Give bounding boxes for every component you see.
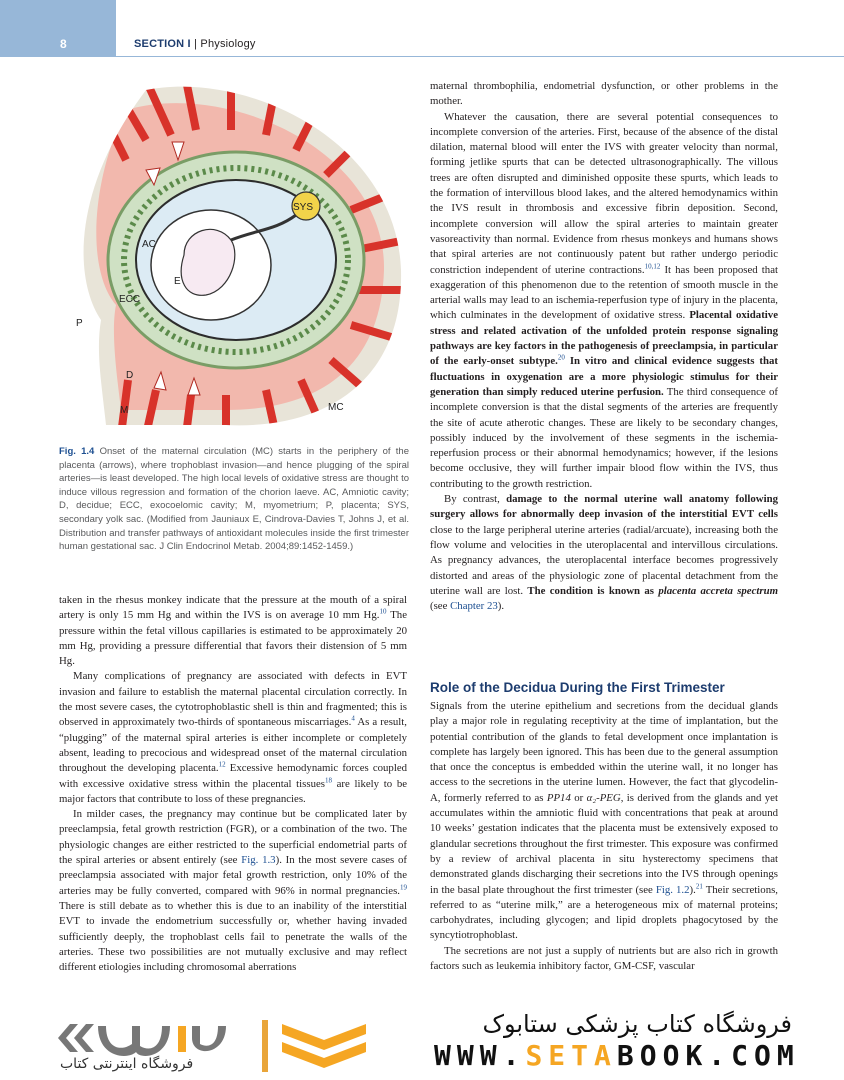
text: taken in the rhesus monkey indicate that the pressure at the mouth of a spiral artery is only 15 mm Hg and within the IVS is on average 10 mm Hg. — [59, 594, 407, 622]
paragraph — [59, 669, 407, 807]
text: , is derived from the glands and yet accumulates within the amniotic fluid with concentrations that peak at around 10 weeks’ gestation indicates that the placenta must be extensively exposed to glandular secretions throughout the first trimester. This exposure was confirmed by a review of archival placenta in situ hysterectomy specimens that demonstrated glands discharging their secretions into the IVS through openings in the basal plate throughout the first trimester (see — [430, 791, 778, 896]
label-d: D — [126, 370, 134, 381]
text: (see — [430, 600, 451, 613]
text: Their secretions, referred to as “uterine milk,” are a heterogeneous mix of maternal proteins; carbohydrates, including glycogen; and lipid droplets phagocytosed by the syncytiotrophoblast. — [430, 883, 778, 942]
label-sys: SYS — [293, 202, 314, 213]
section-separator: | — [194, 38, 198, 50]
figure-caption — [59, 445, 409, 554]
paragraph — [59, 807, 407, 975]
paragraph — [430, 944, 778, 975]
text: are likely to be major factors that contribute to loss of these pregnancies. — [59, 777, 407, 805]
url-part: BOOK.COM — [616, 1039, 800, 1072]
right-column-top — [430, 79, 778, 614]
figure-link[interactable]: Fig. 1.2 — [655, 883, 690, 896]
paragraph — [430, 110, 778, 492]
citation[interactable]: 18 — [324, 775, 332, 784]
left-column — [59, 593, 407, 998]
label-ac: AC — [142, 239, 156, 250]
citation[interactable]: 10,12 — [644, 261, 661, 270]
bold-text: In vitro and clinical evidence suggests that fluctuations in oxygenation are a more physiologic stimulus for their generation than simply reduced uterine perfusion. — [430, 355, 778, 398]
right-column-bottom — [430, 699, 778, 996]
text: maternal thrombophilia, endometrial dysfunction, or other problems in the mother. — [430, 80, 778, 108]
bold-italic-text: placenta accreta spectrum — [658, 584, 778, 597]
page-tab — [0, 0, 116, 57]
label-mc: MC — [328, 402, 344, 413]
label-m: M — [120, 405, 129, 416]
figure-link[interactable]: Fig. 1.3 — [241, 854, 276, 867]
citation[interactable]: 12 — [218, 760, 226, 769]
text: Whatever the causation, there are several potential consequences to incomplete conversion of the arteries. First, because of the absence of the distal dilation, maternal blood will enter the IVS with greater velocity than normal, forming jetlike spurts that can be detected ultrasonographically. The villous trees are often disrupted and diminished opposite these spurts, which leads to the formation of intervillous blood lakes, and the altered hemodynamics within the IVS result in thrombosis and excessive fibrin deposition. Second, incomplete conversion will allow the spiral arteries to maintain greater vasoreactivity than normal. Evidence from rhesus monkeys and humans shows that spiral arteries are not continuously patent but rather undergo periodic constriction independent of uterine contractions. — [430, 110, 778, 276]
text: ). — [497, 600, 505, 613]
url-part: WWW. — [434, 1039, 526, 1072]
text: The pressure within the fetal villous capillaries is estimated to be approximately 20 mm Hg, providing a pressure differential that favors their distension of 5 mm Hg. — [59, 609, 407, 668]
paragraph — [430, 699, 778, 944]
text: There is still debate as to whether this is due to an inability of the interstitial EVT to invade the endometrium successfully or, whether having invaded sufficiently deeply, the trophoblast cells fail to penetrate the walls of the arteries. These two possibilities are not mutually exclusive and may reflect different etiologies including chromosomal aberrations — [59, 899, 407, 974]
text: ). In the most severe cases of preeclampsia associated with major fetal growth restriction, only 10% of the arteries may be fully converted, compared with 96% in normal pregnancies. — [59, 854, 407, 897]
running-header — [134, 38, 256, 50]
text: The third consequence of incomplete conversion is that the distal segments of the arteries are frequently the site of acute atherotic changes. These are likely to be secondary changes, possibly induced by the involvement of these segments in the ischemia-reperfusion process or their abnormal hemodynamics; however, if the lesions become occlusive, they will further impair blood flow within the IVS, thus contributing to the growth restriction. — [430, 385, 778, 490]
label-ecc: ECC — [119, 294, 141, 305]
paragraph — [430, 79, 778, 110]
citation[interactable]: 4 — [351, 714, 355, 723]
text: ). — [689, 883, 696, 896]
setabook-logo-icon — [50, 1018, 260, 1058]
text: or — [570, 791, 587, 804]
url-highlight: SETA — [525, 1039, 617, 1072]
caption-label: Fig. 1.4 — [59, 446, 95, 457]
citation[interactable]: 21 — [695, 881, 703, 890]
label-p: P — [76, 318, 83, 329]
text: In milder cases, the pregnancy may continue but be complicated later by preeclampsia, fetal growth restriction (FGR), or a combination of the two. The physiologic changes are either restricted to the superficial endometrial parts of the spiral arteries or absent entirely (see — [59, 808, 407, 867]
italic-text: α₂-PEG — [586, 791, 621, 804]
logo-subtitle: فروشگاه اینترنتی کتاب — [60, 1056, 194, 1072]
paragraph — [59, 593, 407, 669]
text: By contrast, — [444, 493, 507, 506]
bold-text: The condition is known as — [527, 584, 659, 597]
section-label: SECTION I — [134, 38, 191, 50]
citation[interactable]: 19 — [400, 883, 407, 892]
text: It has been proposed that exaggeration of this phenomenon due to the retention of smooth muscle in the arterial walls may lead to an ischemia-reperfusion type of injury in the placenta, which culminates in the development of oxidative stress. — [430, 263, 778, 322]
section-heading: Role of the Decidua During the First Trimester — [430, 680, 725, 695]
bold-text: Placental oxidative stress and related activation of the unfolded protein response signaling pathways are key factors in the pathogenesis of preeclampsia, in particular of the early-onset subtype. — [430, 309, 778, 368]
text: Signals from the uterine epithelium and secretions from the decidual glands play a major role in regulating receptivity at the time of implantation, but the potential contribution of the glands to fetal development once implantation is complete has largely been ignored. This has been due to the general assumption that once the conceptus is embedded within the uterine wall, it no longer has access to the secretions in the uterine lumen. However, the fact that glycodelin-A, formerly referred to as — [430, 700, 778, 804]
citation[interactable]: 10 — [379, 607, 387, 616]
brand-name: فروشگاه کتاب پزشکی ستابوک — [482, 1010, 792, 1038]
paragraph — [430, 492, 778, 614]
italic-text: PP14 — [546, 791, 571, 804]
text: Excessive hemodynamic forces coupled with excessive oxidative stress within the placental tissues — [59, 762, 407, 790]
header-rule — [116, 56, 844, 57]
caption-text: Onset of the maternal circulation (MC) starts in the periphery of the placenta (arrows), where trophoblast invasion—and hence plugging of the spiral arteries—is least developed. The high local levels of oxidative stress are thought to induce villous regression and formation of the chorion laeve. AC, Amniotic cavity; D, decidue; ECC, exocoelomic cavity; M, myometrium; P, placenta; SYS, secondary yolk sac. (Modified from Jauniaux E, Cindrova-Davies T, Johns J, et al. Distribution and transfer pathways of antioxidant molecules inside the first trimester human gestational sac. J Clin Endocrinol Metab. 2004;89:1452-1459.) — [59, 446, 409, 553]
label-e: E — [174, 276, 181, 287]
citation[interactable]: 20 — [557, 353, 565, 362]
text: As a result, “plugging” of the maternal spiral arteries is either incomplete or completely absent, leading to precocious and widespread onset of the maternal circulation throughout the developing placenta. — [59, 716, 407, 775]
figure-illustration — [66, 80, 406, 435]
text: The secretions are not just a supply of nutrients but are also rich in growth factors such as leukemia inhibitory factor, GM-CSF, vascular — [430, 944, 778, 973]
section-title: Physiology — [200, 38, 256, 50]
text: Many complications of pregnancy are associated with defects in EVT invasion and failure to establish the maternal placental circulation correctly. In the most severe cases, the cytotrophoblastic shell is thin and fragmented; this is observed in approximately two-thirds of spontaneous miscarriages. — [59, 670, 407, 729]
chapter-link[interactable]: Chapter 23 — [450, 600, 498, 613]
setabook-chevron-icon — [262, 1020, 372, 1072]
website-url[interactable] — [434, 1039, 800, 1072]
page-number: 8 — [60, 37, 67, 51]
text: close to the large peripheral uterine arteries (radial/arcuate), increasing both the flow volume and velocities in the uteroplacental and intervillous circulations. As pregnancy advances, the uteroplacental interface becomes progressively distorted and areas of the physiologic zone of placental detachment from the uterine wall are lost. — [430, 523, 778, 597]
bold-text: damage to the normal uterine wall anatomy following surgery allows for abnormally deep invasion of the interstitial EVT cells — [430, 493, 778, 521]
